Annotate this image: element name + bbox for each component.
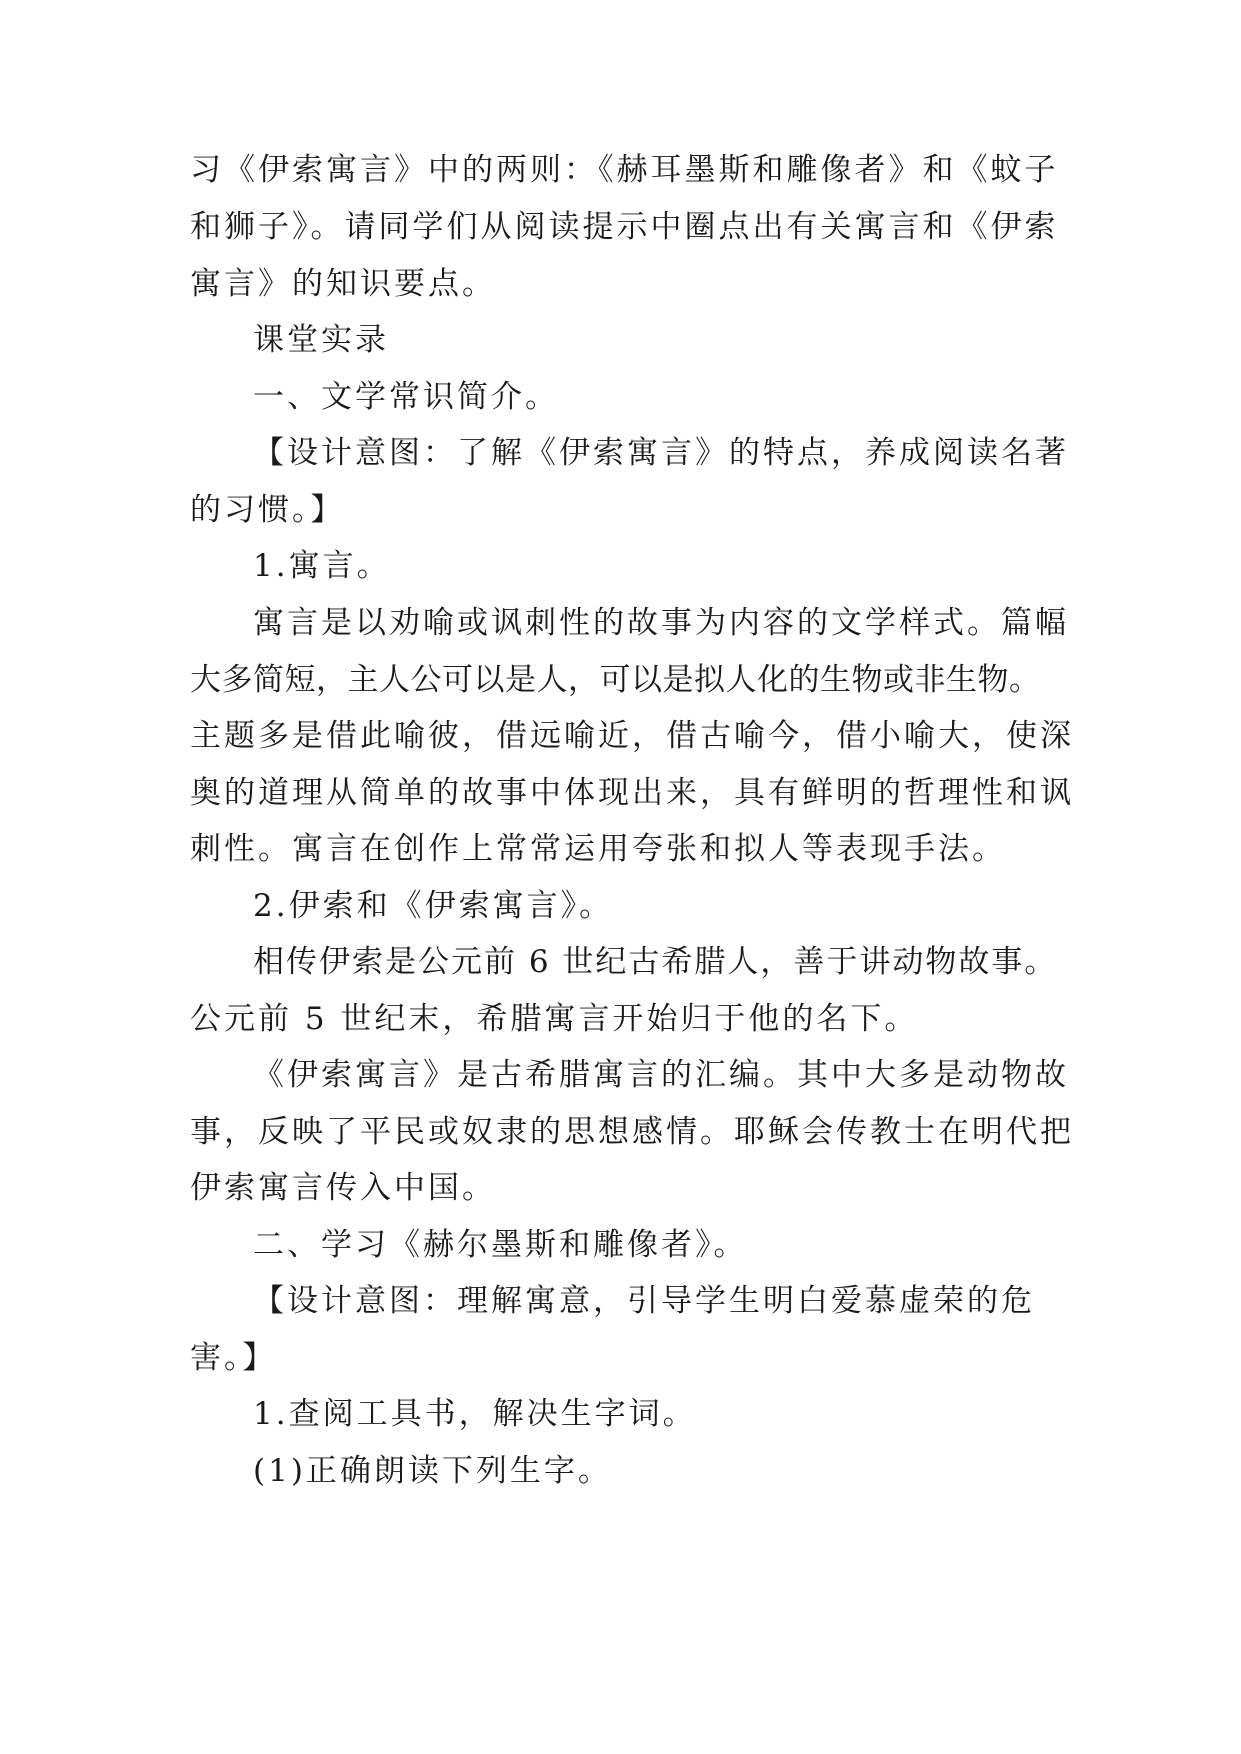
section-heading-class-record: 课堂实录	[253, 322, 389, 358]
paragraph-fable-line-2: 大多简短，主人公可以是人，可以是拟人化的生物或非生物。	[190, 662, 1041, 698]
design-intent-2-line-1: 【设计意图：理解寓意，引导学生明白爱慕虚荣的危	[253, 1283, 1035, 1319]
paragraph-fable-line-1: 寓言是以劝喻或讽刺性的故事为内容的文学样式。篇幅	[253, 605, 1069, 641]
subheading-dictionary: 1.查阅工具书，解决生字词。	[253, 1396, 697, 1432]
text-line-2: 和狮子》。请同学们从阅读提示中圈点出有关寓言和《伊索	[190, 209, 1059, 245]
paragraph-aesop-line-2: 公元前 5 世纪末，希腊寓言开始归于他的名下。	[190, 1001, 919, 1037]
paragraph-aesop-line-1: 相传伊索是公元前 6 世纪古希腊人，善于讲动物故事。	[253, 944, 1058, 980]
text-line-3: 寓言》的知识要点。	[190, 266, 496, 302]
subheading-read-characters: (1)正确朗读下列生字。	[253, 1453, 612, 1489]
text-line-1: 习《伊索寓言》中的两则：《赫耳墨斯和雕像者》和《蚊子	[190, 152, 1059, 188]
paragraph-fable-line-3: 主题多是借此喻彼，借远喻近，借古喻今，借小喻大，使深	[190, 718, 1074, 754]
design-intent-1-line-1: 【设计意图：了解《伊索寓言》的特点，养成阅读名著	[253, 435, 1069, 471]
section-heading-1: 一、文学常识简介。	[253, 379, 559, 415]
paragraph-fables-book-line-1: 《伊索寓言》是古希腊寓言的汇编。其中大多是动物故	[253, 1057, 1069, 1093]
paragraph-fable-line-5: 刺性。寓言在创作上常常运用夸张和拟人等表现手法。	[190, 831, 1006, 867]
paragraph-fables-book-line-3: 伊索寓言传入中国。	[190, 1170, 496, 1206]
subheading-fable: 1.寓言。	[253, 548, 391, 584]
subheading-aesop: 2.伊索和《伊索寓言》。	[253, 888, 614, 924]
design-intent-1-line-2: 的习惯。】	[190, 492, 345, 528]
design-intent-2-line-2: 害。】	[190, 1340, 277, 1376]
paragraph-fable-line-4: 奥的道理从简单的故事中体现出来，具有鲜明的哲理性和讽	[190, 775, 1074, 811]
paragraph-fables-book-line-2: 事，反映了平民或奴隶的思想感情。耶稣会传教士在明代把	[190, 1114, 1074, 1150]
section-heading-2: 二、学习《赫尔墨斯和雕像者》。	[253, 1227, 748, 1263]
